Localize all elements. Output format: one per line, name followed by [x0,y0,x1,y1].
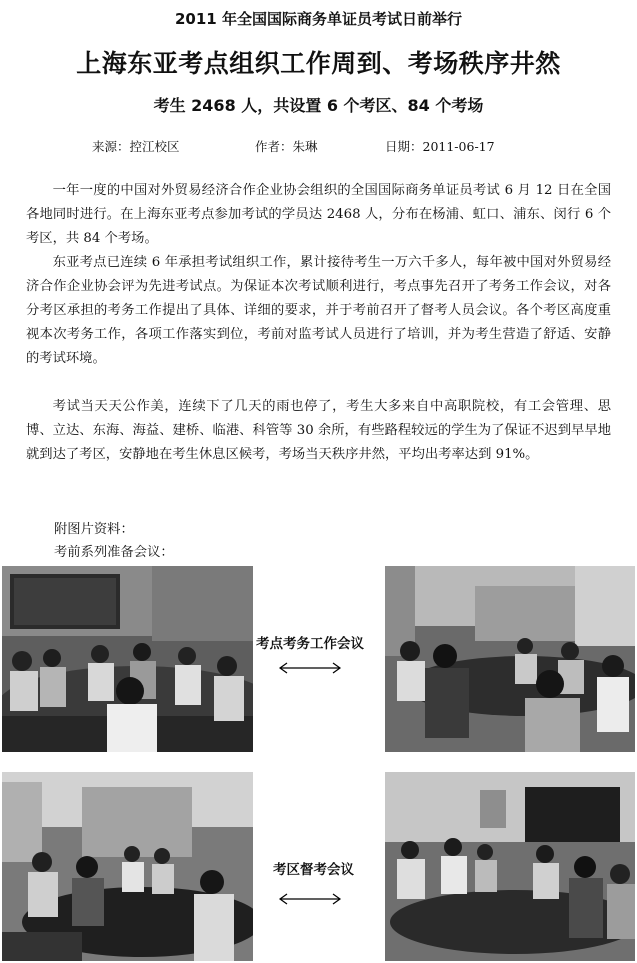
article-subtitle: 考生 2468 人，共设置 6 个考区、84 个考场 [153,96,484,115]
paragraph-1: 一年一度的中国对外贸易经济合作企业协会组织的全国国际商务单证员考试 6 月 12 日在全国各地同时进行。在上海东亚考点参加考试的学员达 2468 人，分布在杨浦、虹口、浦东、闵行 6 个考区，共 84 个考场。 [26,183,611,246]
paragraph-3: 考试当天天公作美，连续下了几天的雨也停了，考生大多来自中高职院校，有工会管理、思博、立达、东海、海益、建桥、临港、科管等 30 余所，有些路程较远的学生为了保证不迟到早早地就到达了考区，安静地在考生休息区候考，考场当天秩序井然，平均出考率达到 91%。 [26,399,611,462]
photo-exam-affairs-meeting-left [2,566,253,752]
attachment-intro: 附图片资料： [54,522,134,537]
paragraph-2: 东亚考点已连续 6 年承担考试组织工作，累计接待考生一万六千多人，每年被中国对外贸易经济合作企业协会评为先进考试点。为保证本次考试顺利进行，考点事先召开了考务工作会议，对各分考区承担的考务工作提出了具体、详细的要求，并于考前召开了督考人员会议。各个考区高度重视本次考务工作，各项工作落实到位，考前对监考试人员进行了培训，并为考生营造了舒适、安静的考试环境。 [26,255,611,366]
double-arrow-icon [275,660,345,676]
meta-date: 日期：2011-06-17 [385,139,495,154]
caption-exam-affairs-meeting: 考点考务工作会议 [256,636,364,652]
attachment-sub: 考前系列准备会议： [54,545,174,560]
meta-author: 作者：朱琳 [255,139,318,154]
article-kicker: 2011 年全国国际商务单证员考试日前举行 [175,10,462,28]
photo-proctor-meeting-left [2,772,253,961]
photo-exam-affairs-meeting-right [385,566,635,752]
photo-proctor-meeting-right [385,772,635,961]
double-arrow-icon [275,891,345,907]
meta-source: 来源：控江校区 [92,139,180,154]
caption-proctor-meeting: 考区督考会议 [273,862,354,878]
article-title: 上海东亚考点组织工作周到、考场秩序井然 [76,49,561,78]
